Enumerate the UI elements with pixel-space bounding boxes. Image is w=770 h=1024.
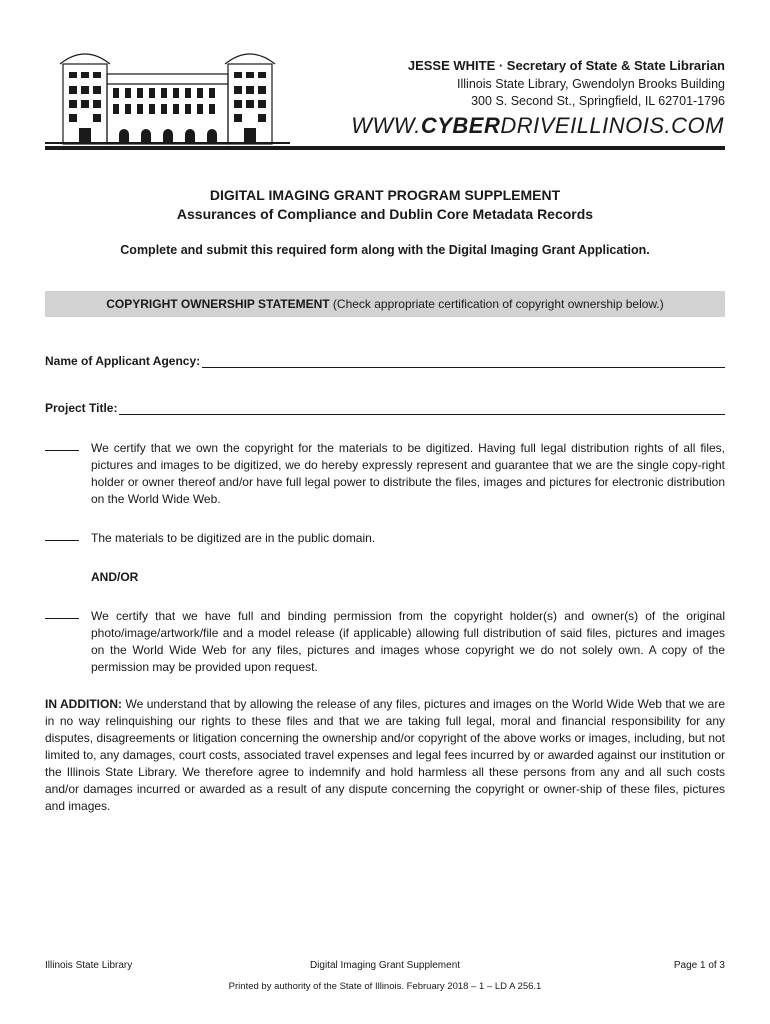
project-label: Project Title: bbox=[45, 401, 118, 415]
project-field-row bbox=[45, 401, 725, 415]
web-prefix: WWW. bbox=[351, 113, 421, 138]
form-instruction: Complete and submit this required form along with the Digital Imaging Grant Application. bbox=[120, 243, 650, 257]
form-subtitle: Assurances of Compliance and Dublin Core Metadata Records bbox=[176, 206, 594, 222]
footer-page-number: Page 1 of 3 bbox=[673, 960, 725, 971]
header-library-name: Illinois State Library, Gwendolyn Brooks Building bbox=[457, 77, 725, 91]
checkbox-own-copyright[interactable] bbox=[45, 450, 79, 451]
checkbox-public-domain[interactable] bbox=[45, 540, 79, 541]
project-title-input[interactable] bbox=[119, 403, 725, 415]
section-heading-band bbox=[45, 291, 725, 317]
section-heading: COPYRIGHT OWNERSHIP STATEMENT bbox=[106, 297, 330, 311]
cert-public-domain-text: The materials to be digitized are in the public domain. bbox=[91, 531, 376, 545]
agency-input[interactable] bbox=[202, 356, 725, 368]
web-suffix: DRIVEILLINOIS.COM bbox=[500, 113, 724, 138]
header-rule bbox=[45, 146, 725, 150]
footer-left: Illinois State Library bbox=[45, 960, 133, 971]
section-note: (Check appropriate certification of copyright ownership below.) bbox=[329, 297, 664, 311]
agency-label: Name of Applicant Agency: bbox=[45, 354, 201, 368]
in-addition-label: IN ADDITION: bbox=[45, 697, 123, 711]
cert-own-copyright-text: We certify that we own the copyright for the materials to be digitized. Having full legal distribution rights of all files, pictures and images to be digitized, we do hereby expressly represent and guarantee that we are the single copy-right holder or owner thereof and/or have full legal power to distribute the files, images and pictures for electronic distribution on the World Wide Web. bbox=[91, 441, 725, 506]
form-title: DIGITAL IMAGING GRANT PROGRAM SUPPLEMENT bbox=[209, 187, 561, 203]
in-addition-text: We understand that by allowing the release of any files, pictures and images on the World Wide Web that we are in no way relinquishing our rights to these files and that we are taking full legal, moral and financial responsibility for any disputes, disagreements or litigation concerning the ownership and/or copyright of the above works or images, including, but not limited to, any damages, court costs, associated travel expenses and legal fees incurred by or awarded against our institution or the Illinois State Library. We therefore agree to indemnify and hold harmless all these persons from any and all such costs and/or damages incurred or awarded as a result of any dispute concerning the copyright or owner-ship of these files, pictures and images. bbox=[45, 697, 725, 813]
checkbox-permission[interactable] bbox=[45, 618, 79, 619]
agency-field-row bbox=[45, 354, 725, 368]
footer-center: Digital Imaging Grant Supplement bbox=[309, 960, 461, 971]
footer-printed-by: Printed by authority of the State of Illinois. February 2018 – 1 – LD A 256.1 bbox=[228, 981, 542, 992]
web-bold: CYBER bbox=[420, 113, 501, 138]
cert-permission-text: We certify that we have full and binding permission from the copyright holder(s) and owner(s) of the original photo/image/artwork/file and a model release (if applicable) allowing full distribution of said files, pictures and images on the World Wide Web for any files, pictures and images whose copyright we do not solely own. A copy of the permission may be provided upon request. bbox=[91, 609, 725, 674]
header-title: JESSE WHITE · Secretary of State & State Librarian bbox=[407, 58, 725, 73]
library-building-logo bbox=[45, 44, 290, 148]
and-or-label: AND/OR bbox=[91, 570, 139, 584]
website-link[interactable] bbox=[351, 113, 724, 139]
header-address: 300 S. Second St., Springfield, IL 62701-1796 bbox=[471, 94, 725, 108]
in-addition-paragraph bbox=[45, 696, 725, 815]
